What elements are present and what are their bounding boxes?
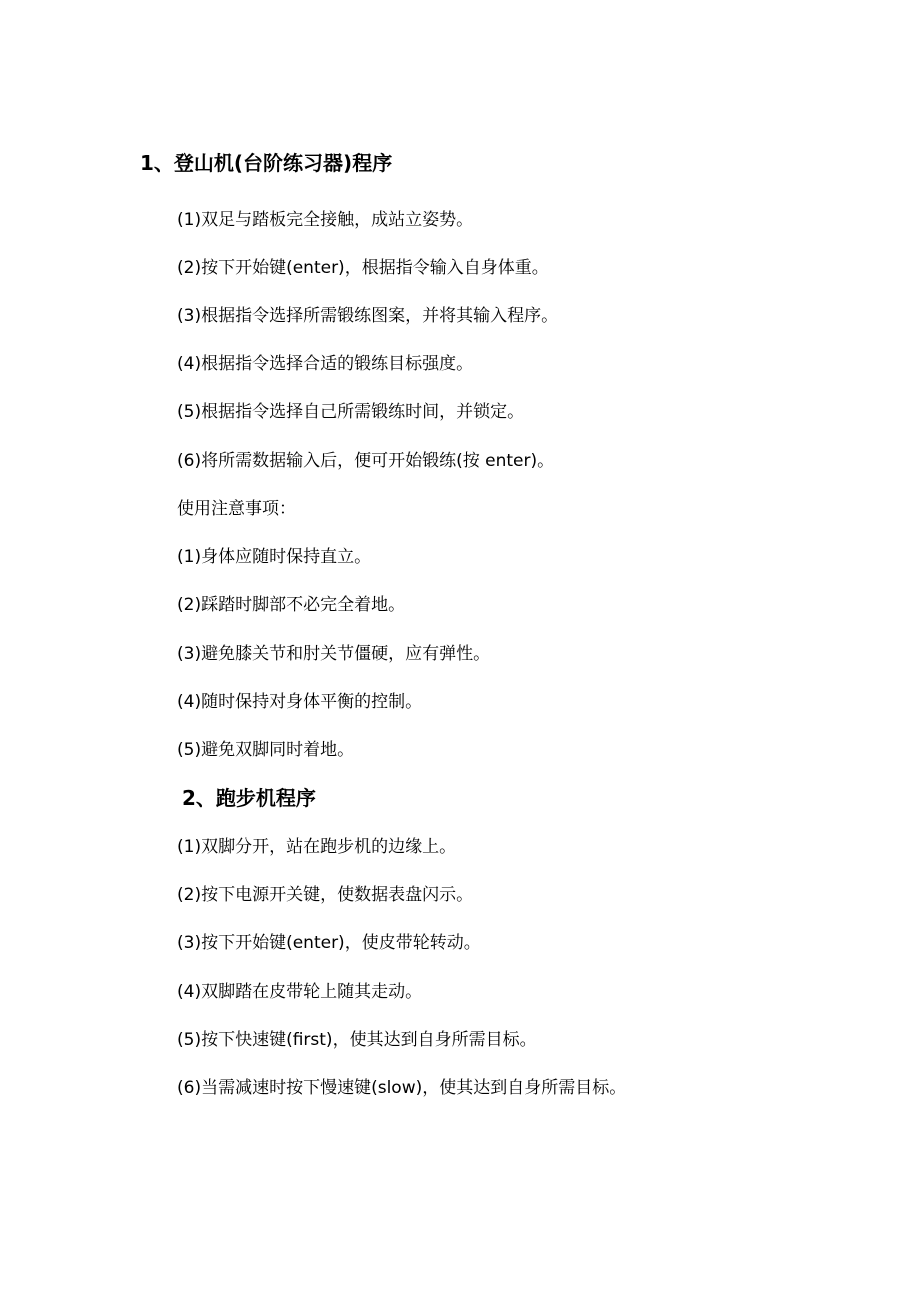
- notes-title: 使用注意事项：: [177, 499, 296, 519]
- note-2: (2)踩踏时脚部不必完全着地。: [177, 595, 406, 615]
- section-2-step-2: (2)按下电源开关键，使数据表盘闪示。: [177, 885, 474, 905]
- section-1-step-3: (3)根据指令选择所需锻练图案，并将其输入程序。: [177, 306, 559, 326]
- section-1-title: 1、登山机(台阶练习器)程序: [140, 151, 393, 175]
- section-1-step-2: (2)按下开始键(enter)，根据指令输入自身体重。: [177, 258, 549, 278]
- section-2-step-1: (1)双脚分开，站在跑步机的边缘上。: [177, 837, 457, 857]
- note-4: (4)随时保持对身体平衡的控制。: [177, 692, 423, 712]
- note-5: (5)避免双脚同时着地。: [177, 740, 355, 760]
- section-2-step-4: (4)双脚踏在皮带轮上随其走动。: [177, 982, 423, 1002]
- section-2-title: 2、跑步机程序: [182, 786, 316, 810]
- section-2-step-5: (5)按下快速键(first)，使其达到自身所需目标。: [177, 1030, 537, 1050]
- section-2-step-6: (6)当需减速时按下慢速键(slow)，使其达到自身所需目标。: [177, 1078, 627, 1098]
- section-2-step-3: (3)按下开始键(enter)，使皮带轮转动。: [177, 933, 481, 953]
- section-1-step-4: (4)根据指令选择合适的锻练目标强度。: [177, 354, 474, 374]
- note-3: (3)避免膝关节和肘关节僵硬，应有弹性。: [177, 644, 491, 664]
- section-1-step-6: (6)将所需数据输入后，便可开始锻练(按 enter)。: [177, 451, 555, 471]
- note-1: (1)身体应随时保持直立。: [177, 547, 372, 567]
- section-1-step-1: (1)双足与踏板完全接触，成站立姿势。: [177, 210, 474, 230]
- section-1-step-5: (5)根据指令选择自己所需锻练时间，并锁定。: [177, 402, 525, 422]
